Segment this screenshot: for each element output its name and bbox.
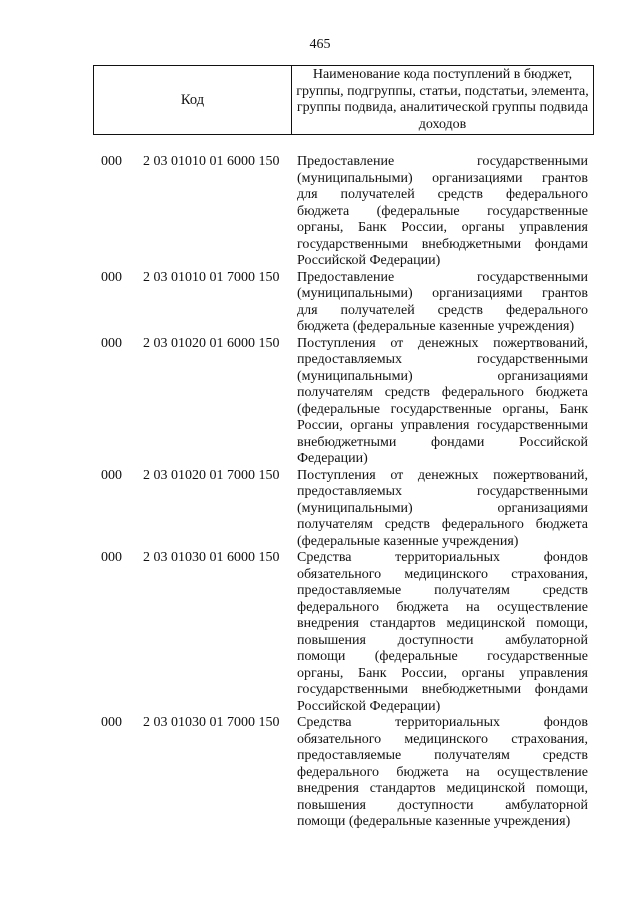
description-line: внебюджетными фондами Российской (297, 434, 588, 450)
description-line: помощи (федеральные казенные учреждения) (297, 814, 571, 829)
description-line: предоставляемые получателям средств (297, 748, 588, 763)
description-line: федерального бюджета на осуществление (297, 764, 588, 780)
description-cell (297, 550, 588, 715)
table-row (0, 468, 640, 551)
description-line: (муниципальными) организациями грантов (297, 286, 588, 301)
description-line: помощи (федеральные государственные (297, 649, 588, 664)
description-cell (297, 715, 588, 831)
income-code-cell: 2 03 01030 01 7000 150 (143, 715, 280, 730)
description-cell (297, 336, 588, 468)
description-line: внедрения стандартов медицинской помощи, (297, 616, 588, 631)
description-line: (муниципальными) организациями (297, 500, 588, 516)
admin-code-cell: 000 (101, 154, 122, 169)
admin-code-cell: 000 (101, 715, 122, 730)
description-line: (федеральные государственные органы, Банк (297, 401, 588, 417)
description-line: (муниципальными) организациями грантов (297, 170, 588, 186)
description-line: Поступления от денежных пожертвований, (297, 335, 588, 351)
description-line: (федеральные казенные учреждения) (297, 533, 519, 549)
description-line: обязательного медицинского страхования, (297, 566, 588, 582)
table-row (0, 270, 640, 336)
description-line: Средства территориальных фондов (297, 550, 588, 565)
description-line: органы, Банк России, органы управления (297, 665, 588, 681)
header-code-cell: Код (94, 66, 292, 134)
description-line: Российской Федерации) (297, 253, 441, 268)
table-header (93, 65, 594, 135)
description-line: бюджета (федеральные государственные (297, 203, 588, 219)
description-line: получателям средств федерального бюджета (297, 385, 588, 400)
description-line: предоставляемых государственными (297, 484, 588, 499)
description-line: для получателей средств федерального (297, 302, 588, 318)
income-code-cell: 2 03 01020 01 7000 150 (143, 467, 280, 483)
admin-code-cell: 000 (101, 269, 122, 285)
description-cell (297, 154, 588, 270)
description-cell (297, 468, 588, 551)
admin-code-cell: 000 (101, 335, 122, 351)
admin-code-cell: 000 (101, 550, 122, 565)
description-line: федерального бюджета на осуществление (297, 599, 588, 615)
description-line: Предоставление государственными (297, 154, 588, 169)
description-line: внедрения стандартов медицинской помощи, (297, 781, 588, 796)
description-line: государственными внебюджетными фондами (297, 682, 588, 697)
description-line: органы, Банк России, органы управления (297, 220, 588, 235)
table-body (0, 154, 640, 831)
description-line: Российской Федерации) (297, 698, 441, 714)
description-line: Федерации) (297, 451, 368, 466)
description-line: России, органы управления государственными (297, 418, 588, 433)
income-code-cell: 2 03 01030 01 6000 150 (143, 550, 280, 565)
table-row (0, 550, 640, 715)
admin-code-cell: 000 (101, 467, 122, 483)
description-line: бюджета (федеральные казенные учреждения) (297, 319, 575, 334)
income-code-cell: 2 03 01020 01 6000 150 (143, 335, 280, 351)
description-line: Поступления от денежных пожертвований, (297, 467, 588, 483)
description-line: повышения доступности амбулаторной (297, 632, 588, 648)
header-name-cell: Наименование кода поступлений в бюджет, группы, подгруппы, статьи, подстатьи, элемента, группы подвида, аналитической группы подвида доходов (296, 67, 589, 132)
description-line: Предоставление государственными (297, 269, 588, 285)
description-line: для получателей средств федерального (297, 187, 588, 202)
description-line: государственными внебюджетными фондами (297, 236, 588, 252)
description-line: (муниципальными) организациями (297, 368, 588, 384)
income-code-cell: 2 03 01010 01 6000 150 (143, 154, 280, 169)
description-line: получателям средств федерального бюджета (297, 517, 588, 532)
income-code-cell: 2 03 01010 01 7000 150 (143, 269, 280, 285)
table-row (0, 336, 640, 468)
table-row (0, 715, 640, 831)
description-line: обязательного медицинского страхования, (297, 731, 588, 747)
description-line: повышения доступности амбулаторной (297, 797, 588, 813)
description-cell (297, 270, 588, 336)
description-line: предоставляемых государственными (297, 352, 588, 367)
description-line: предоставляемые получателям средств (297, 583, 588, 598)
page-number: 465 (309, 37, 331, 52)
table-row (0, 154, 640, 270)
description-line: Средства территориальных фондов (297, 715, 588, 730)
